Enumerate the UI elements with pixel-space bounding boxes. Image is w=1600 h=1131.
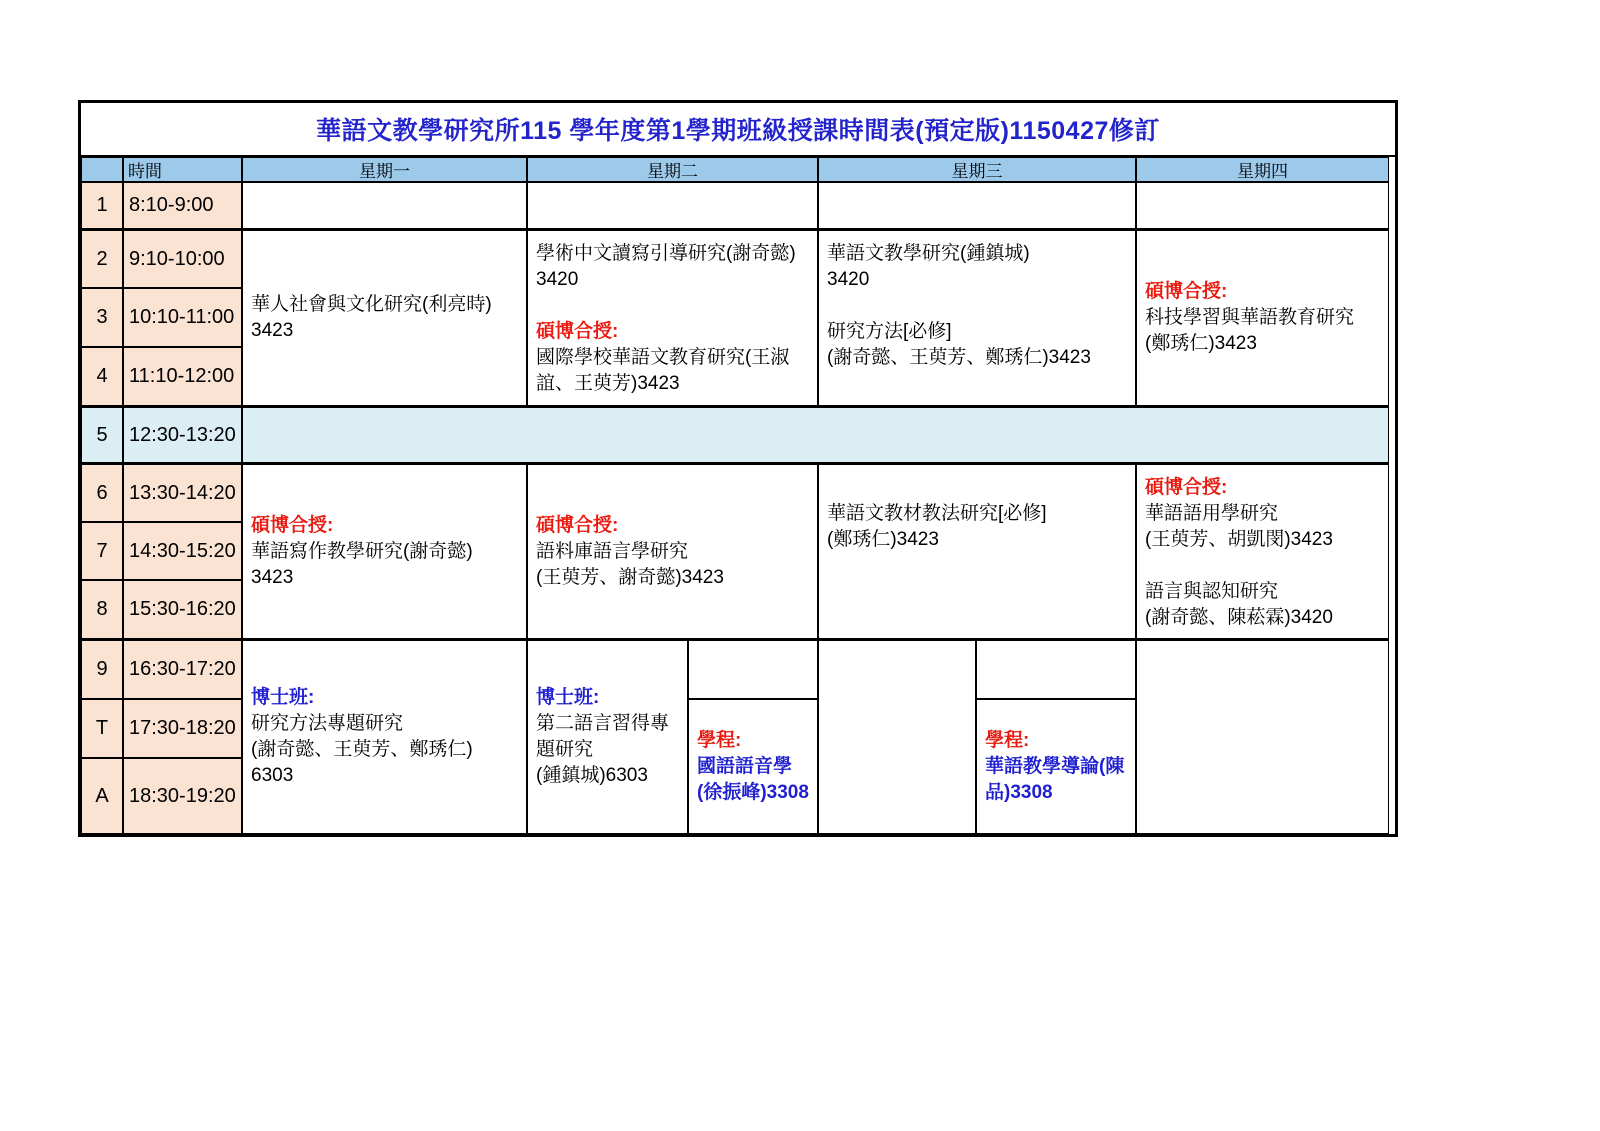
course-type-label: 學程: — [985, 729, 1030, 751]
course-type-label: 碩博合授: — [1145, 281, 1228, 302]
course-room: 3423 — [251, 566, 294, 588]
cell-tue-period9-empty — [688, 639, 818, 699]
course-type-label: 博士班: — [536, 687, 600, 708]
course-type-label: 博士班: — [251, 687, 315, 708]
spacer-line — [827, 293, 1127, 319]
course-name: 學術中文讀寫引導研究(謝奇懿) — [536, 243, 796, 264]
cell-tue-evening-program — [688, 699, 818, 834]
course-teachers: (徐振峰)3308 — [697, 781, 809, 803]
cell-mon-afternoon — [242, 463, 527, 639]
course-room: 3420 — [827, 269, 870, 290]
header-period-blank — [81, 157, 123, 182]
course-room: 3420 — [536, 269, 579, 290]
course-teachers: (鄭琇仁)3423 — [827, 529, 939, 550]
course-name: 第二語言習得專題研究 — [536, 713, 670, 760]
period-time-3: 10:10-11:00 — [123, 288, 242, 347]
period-number-9: 9 — [81, 639, 123, 699]
cell-thu-evening-empty — [1136, 639, 1389, 834]
period-number-6: 6 — [81, 463, 123, 522]
spacer-line — [536, 293, 809, 319]
period-number-4: 4 — [81, 347, 123, 406]
cell-mon-evening — [242, 639, 527, 834]
header-tuesday: 星期二 — [527, 157, 818, 182]
course-type-label: 學程: — [697, 729, 742, 751]
course-name: 語料庫語言學研究 — [536, 540, 689, 562]
course-name: 華語寫作教學研究(謝奇懿) — [251, 540, 473, 562]
cell-thu-period1-empty — [1136, 182, 1389, 229]
cell-mon-period1-empty — [242, 182, 527, 229]
cell-thu-morning — [1136, 229, 1389, 406]
header-wednesday: 星期三 — [818, 157, 1136, 182]
course-name: 國語語音學 — [697, 755, 793, 777]
cell-thu-afternoon — [1136, 463, 1389, 639]
period-number-5: 5 — [81, 406, 123, 463]
cell-tue-period1-empty — [527, 182, 818, 229]
period-time-4: 11:10-12:00 — [123, 347, 242, 406]
course-teachers: (王萸芳、胡凱閔)3423 — [1145, 529, 1333, 550]
course-teachers: (王萸芳、謝奇懿)3423 — [536, 566, 724, 588]
course-teachers: (謝奇懿、陳菘霖)3420 — [1145, 607, 1333, 628]
period-time-7: 14:30-15:20 — [123, 522, 242, 580]
course-teachers: (鄭琇仁)3423 — [1145, 333, 1257, 354]
period-number-8: 8 — [81, 580, 123, 639]
period-time-T: 17:30-18:20 — [123, 699, 242, 758]
header-time: 時間 — [123, 157, 242, 182]
course-name: 科技學習與華語教育研究 — [1145, 307, 1355, 328]
course-name: 華語文教學研究(鍾鎮城) — [827, 243, 1030, 264]
period-number-1: 1 — [81, 182, 123, 229]
course-type-label: 碩博合授: — [536, 321, 619, 342]
course-name: 研究方法專題研究 — [251, 713, 404, 734]
course-name: 國際學校華語文教育研究(王淑誼、王萸芳)3423 — [536, 347, 790, 394]
period-time-9: 16:30-17:20 — [123, 639, 242, 699]
cell-wed-period9-empty — [976, 639, 1136, 699]
course-name: 華人社會與文化研究(利亮時) — [251, 294, 492, 315]
timetable-title: 華語文教學研究所115 學年度第1學期班級授課時間表(預定版)1150427修訂 — [316, 117, 1160, 145]
course-type-label: 碩博合授: — [536, 514, 619, 536]
period-number-T: T — [81, 699, 123, 758]
cell-wed-morning — [818, 229, 1136, 406]
cell-lunch-band — [242, 406, 1389, 463]
course-room: 3423 — [251, 320, 294, 341]
course-name: 華語文教材教法研究[必修] — [827, 503, 1047, 524]
course-teachers: (鍾鎮城)6303 — [536, 765, 648, 786]
period-time-8: 15:30-16:20 — [123, 580, 242, 639]
period-time-6: 13:30-14:20 — [123, 463, 242, 522]
course-teachers: (謝奇懿、王萸芳、鄭琇仁) — [251, 739, 473, 760]
period-number-3: 3 — [81, 288, 123, 347]
period-time-1: 8:10-9:00 — [123, 182, 242, 229]
cell-tue-morning — [527, 229, 818, 406]
cell-wed-evening-empty — [818, 639, 976, 834]
period-number-A: A — [81, 758, 123, 834]
period-number-7: 7 — [81, 522, 123, 580]
header-thursday: 星期四 — [1136, 157, 1389, 182]
course-teachers: (謝奇懿、王萸芳、鄭琇仁)3423 — [827, 347, 1091, 368]
course-type-label: 碩博合授: — [1145, 477, 1228, 498]
period-time-A: 18:30-19:20 — [123, 758, 242, 834]
cell-mon-morning — [242, 229, 527, 406]
period-time-2: 9:10-10:00 — [123, 229, 242, 288]
course-name: 華語語用學研究 — [1145, 503, 1279, 524]
cell-tue-afternoon — [527, 463, 818, 639]
cell-wed-period1-empty — [818, 182, 1136, 229]
spacer-line — [1145, 553, 1380, 579]
course-type-label: 碩博合授: — [251, 514, 334, 536]
course-timetable — [78, 100, 1398, 837]
period-number-2: 2 — [81, 229, 123, 288]
cell-wed-afternoon — [818, 463, 1136, 639]
course-name: 語言與認知研究 — [1145, 581, 1279, 602]
period-time-5: 12:30-13:20 — [123, 406, 242, 463]
cell-tue-evening-phd — [527, 639, 688, 834]
course-room: 6303 — [251, 765, 294, 786]
timetable-grid — [81, 157, 1395, 834]
timetable-title-row — [81, 103, 1395, 157]
cell-wed-evening-program — [976, 699, 1136, 834]
course-name: 研究方法[必修] — [827, 321, 952, 342]
header-monday: 星期一 — [242, 157, 527, 182]
course-name: 華語教學導論(陳品)3308 — [985, 755, 1125, 803]
